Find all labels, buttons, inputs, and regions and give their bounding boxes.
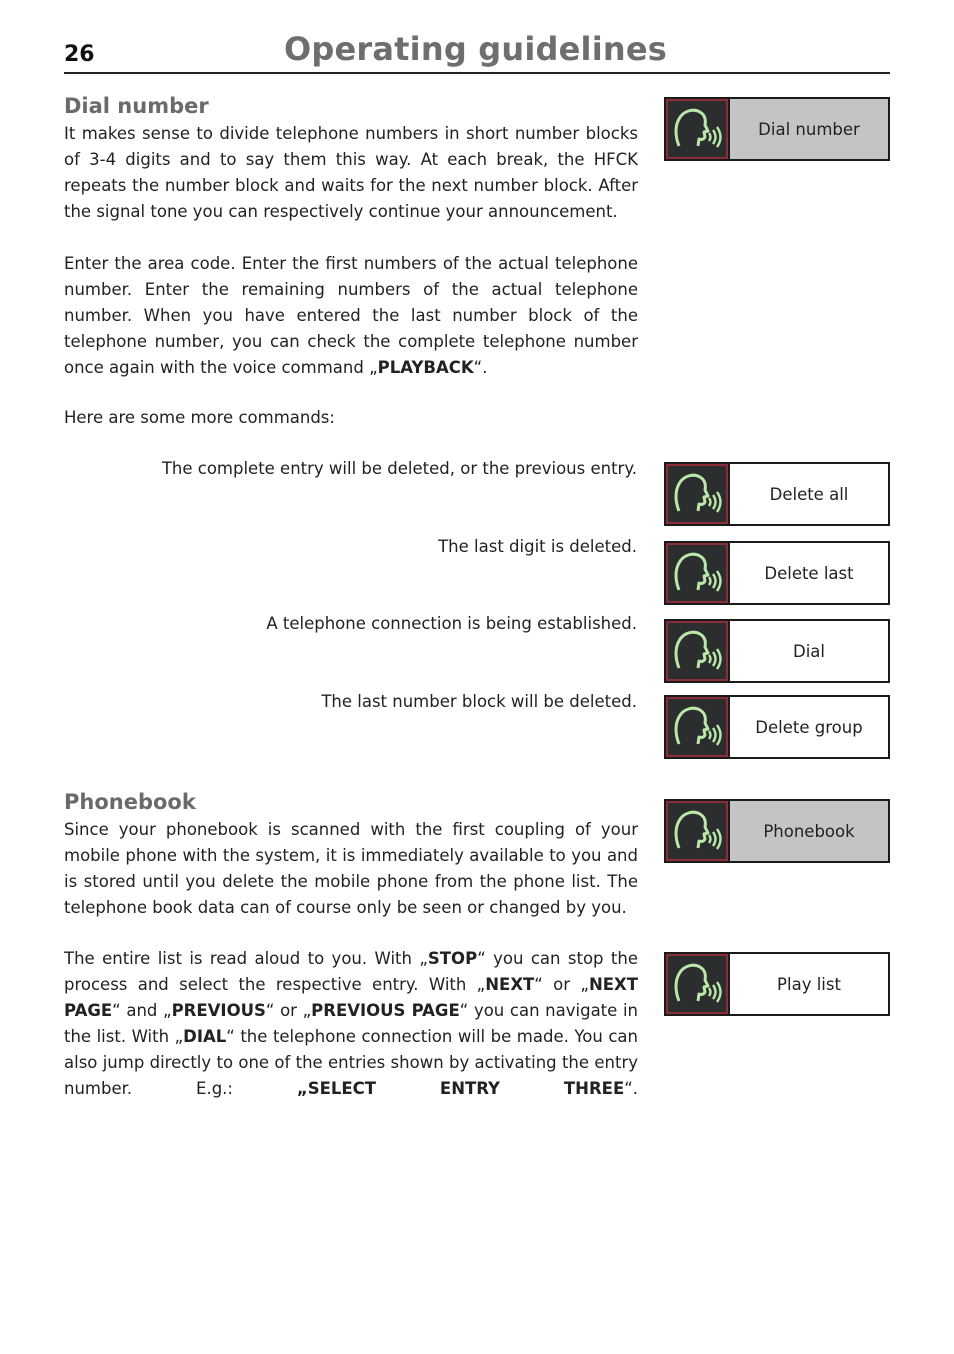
next-page-command: NEXT PAGE: [64, 975, 638, 1020]
voice-command-play-list: [664, 952, 890, 1016]
voice-command-delete-all: [664, 462, 890, 526]
command-description: The complete entry will be deleted, or the previous entry.: [161, 459, 637, 478]
playback-command: PLAYBACK: [377, 358, 474, 377]
stop-command: STOP: [427, 949, 478, 968]
voice-command-label: Delete all: [769, 484, 849, 504]
dial-intro-paragraph: It makes sense to divide telephone numbers in short number blocks of 3-4 digits and to say them this way. At each break, the HFCK repeats the number block and waits for the next number block. After the signal tone you can respectively continue your announcement.: [64, 124, 638, 221]
voice-command-delete-group: [664, 695, 890, 759]
voice-command-dial-number: [664, 97, 890, 161]
page-title: Operating guidelines: [284, 30, 668, 68]
previous-command: PREVIOUS: [171, 1001, 266, 1020]
voice-command-head-icon: [666, 621, 730, 681]
voice-command-head-icon: [666, 464, 730, 524]
phonebook-navigation-paragraph: The entire list is read aloud to you. With „STOP“ you can stop the process and select the respective entry. With „NEXT“ or „NEXT PAGE“ and „PREVIOUS“ or „PREVIOUS PAGE“ you can navigate in the list. With „DIAL“ the telephone connection will be made. You can also jump directly to one of the entries shown by activating the entry number. E.g.: „SELECT ENTRY THREE“.: [64, 949, 639, 1098]
voice-command-head-icon: [666, 697, 730, 757]
more-commands-text: Here are some more commands:: [64, 408, 335, 427]
dial-number-heading: Dial number: [64, 94, 209, 118]
voice-command-dial: [664, 619, 890, 683]
entry-command: ENTRY: [439, 1079, 501, 1098]
voice-command-delete-last: [664, 541, 890, 605]
page-number: 26: [64, 42, 95, 67]
voice-command-label: Dial: [793, 641, 825, 661]
phonebook-heading: Phonebook: [64, 790, 196, 814]
three-command: THREE: [563, 1079, 625, 1098]
phonebook-intro-paragraph: Since your phonebook is scanned with the first coupling of your mobile phone with the system, it is immediately available to you and is stored until you delete the mobile phone from the phone list. The telephone book data can of course only be seen or changed by you.: [64, 820, 638, 917]
example-label: E.g.:: [196, 1079, 233, 1098]
voice-command-head-icon: [666, 954, 730, 1014]
dial-entry-paragraph: Enter the area code. Enter the first numbers of the actual telephone number. Enter the remaining numbers of the actual telephone number. When you have entered the last number block of the telephone number, you can check the complete telephone number once again with the voice command „PLAYBACK“.: [64, 254, 638, 377]
command-description: The last digit is deleted.: [438, 537, 637, 556]
voice-command-head-icon: [666, 543, 730, 603]
next-command: NEXT: [485, 975, 535, 994]
voice-command-label: Play list: [777, 974, 841, 994]
voice-command-head-icon: [666, 99, 730, 159]
header-rule: [64, 72, 890, 74]
dial-command: DIAL: [183, 1027, 227, 1046]
previous-page-command: PREVIOUS PAGE: [311, 1001, 460, 1020]
command-description: The last number block will be deleted.: [321, 692, 637, 711]
select-command: „SELECT: [296, 1079, 377, 1098]
voice-command-label: Dial number: [730, 99, 888, 159]
voice-command-label: Delete group: [755, 717, 863, 737]
voice-command-label: Phonebook: [730, 801, 888, 861]
voice-command-label: Delete last: [764, 563, 854, 583]
voice-command-head-icon: [666, 801, 730, 861]
voice-command-phonebook: [664, 799, 890, 863]
command-description: A telephone connection is being established.: [266, 614, 637, 633]
